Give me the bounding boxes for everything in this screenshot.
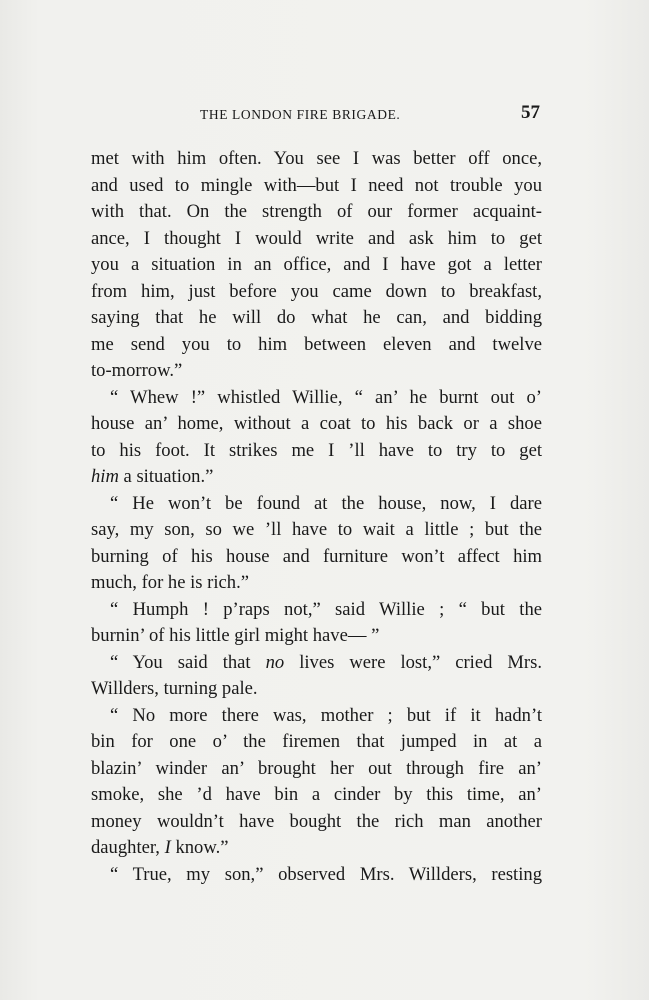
text-line: smoke, she ’d have bin a cinder by this time, an’ — [91, 784, 542, 805]
text-line: and used to mingle with—but I need not trouble you — [91, 174, 542, 196]
text-line: blazin’ winder an’ brought her out through fire an’ — [91, 757, 542, 779]
text-line: burning of his house and furniture won’t affect him — [91, 545, 542, 567]
text-span: lives were lost,” cried Mrs. — [284, 651, 542, 673]
page-number: 57 — [521, 102, 540, 123]
italic-text: I — [164, 837, 171, 858]
text-line: Willders, turning pale. — [91, 678, 258, 699]
text-line: with that. On the strength of our former acquaint- — [91, 201, 542, 222]
running-head: THE LONDON FIRE BRIGADE. — [200, 107, 401, 122]
text-line: say, my son, so we ’ll have to wait a little ; but the — [91, 519, 542, 540]
text-line: you a situation in an office, and I have got a letter — [91, 254, 542, 275]
italic-text: no — [265, 651, 285, 673]
text-line: “ He won’t be found at the house, now, I dare — [110, 492, 542, 514]
text-line — [91, 835, 542, 862]
page-header — [90, 104, 542, 128]
text-line: “ No more there was, mother ; but if it hadn’t — [110, 704, 542, 726]
text-span: daughter, — [91, 837, 165, 858]
text-span: “ You said that — [110, 651, 266, 673]
text-span: know.” — [170, 837, 229, 858]
text-line: bin for one o’ the firemen that jumped in at a — [91, 731, 542, 752]
text-line: “ Humph ! p’raps not,” said Willie ; “ but the — [110, 598, 542, 620]
text-line: “ Whew !” whistled Willie, “ an’ he burnt out o’ — [110, 386, 542, 408]
text-line: to his foot. It strikes me I ’ll have to try to get — [91, 439, 542, 461]
text-line: me send you to him between eleven and twelve — [91, 333, 542, 355]
text-line: from him, just before you came down to breakfast, — [91, 280, 542, 302]
text-span: a situation.” — [118, 466, 214, 487]
text-line: met with him often. You see I was better off once, — [91, 148, 542, 169]
text-line: to-morrow.” — [91, 360, 183, 381]
text-line: burnin’ of his little girl might have— ” — [91, 625, 380, 646]
text-line: money wouldn’t have bought the rich man another — [91, 810, 542, 832]
body-text — [91, 146, 542, 888]
text-line: “ True, my son,” observed Mrs. Willders, resting — [110, 863, 542, 885]
text-line — [91, 650, 542, 677]
text-line: ance, I thought I would write and ask him to get — [91, 227, 542, 249]
text-line — [91, 464, 542, 491]
text-line: saying that he will do what he can, and bidding — [91, 307, 542, 328]
text-line: house an’ home, without a coat to his back or a shoe — [91, 413, 542, 434]
italic-text: him — [91, 466, 119, 487]
text-line: much, for he is rich.” — [91, 572, 249, 593]
